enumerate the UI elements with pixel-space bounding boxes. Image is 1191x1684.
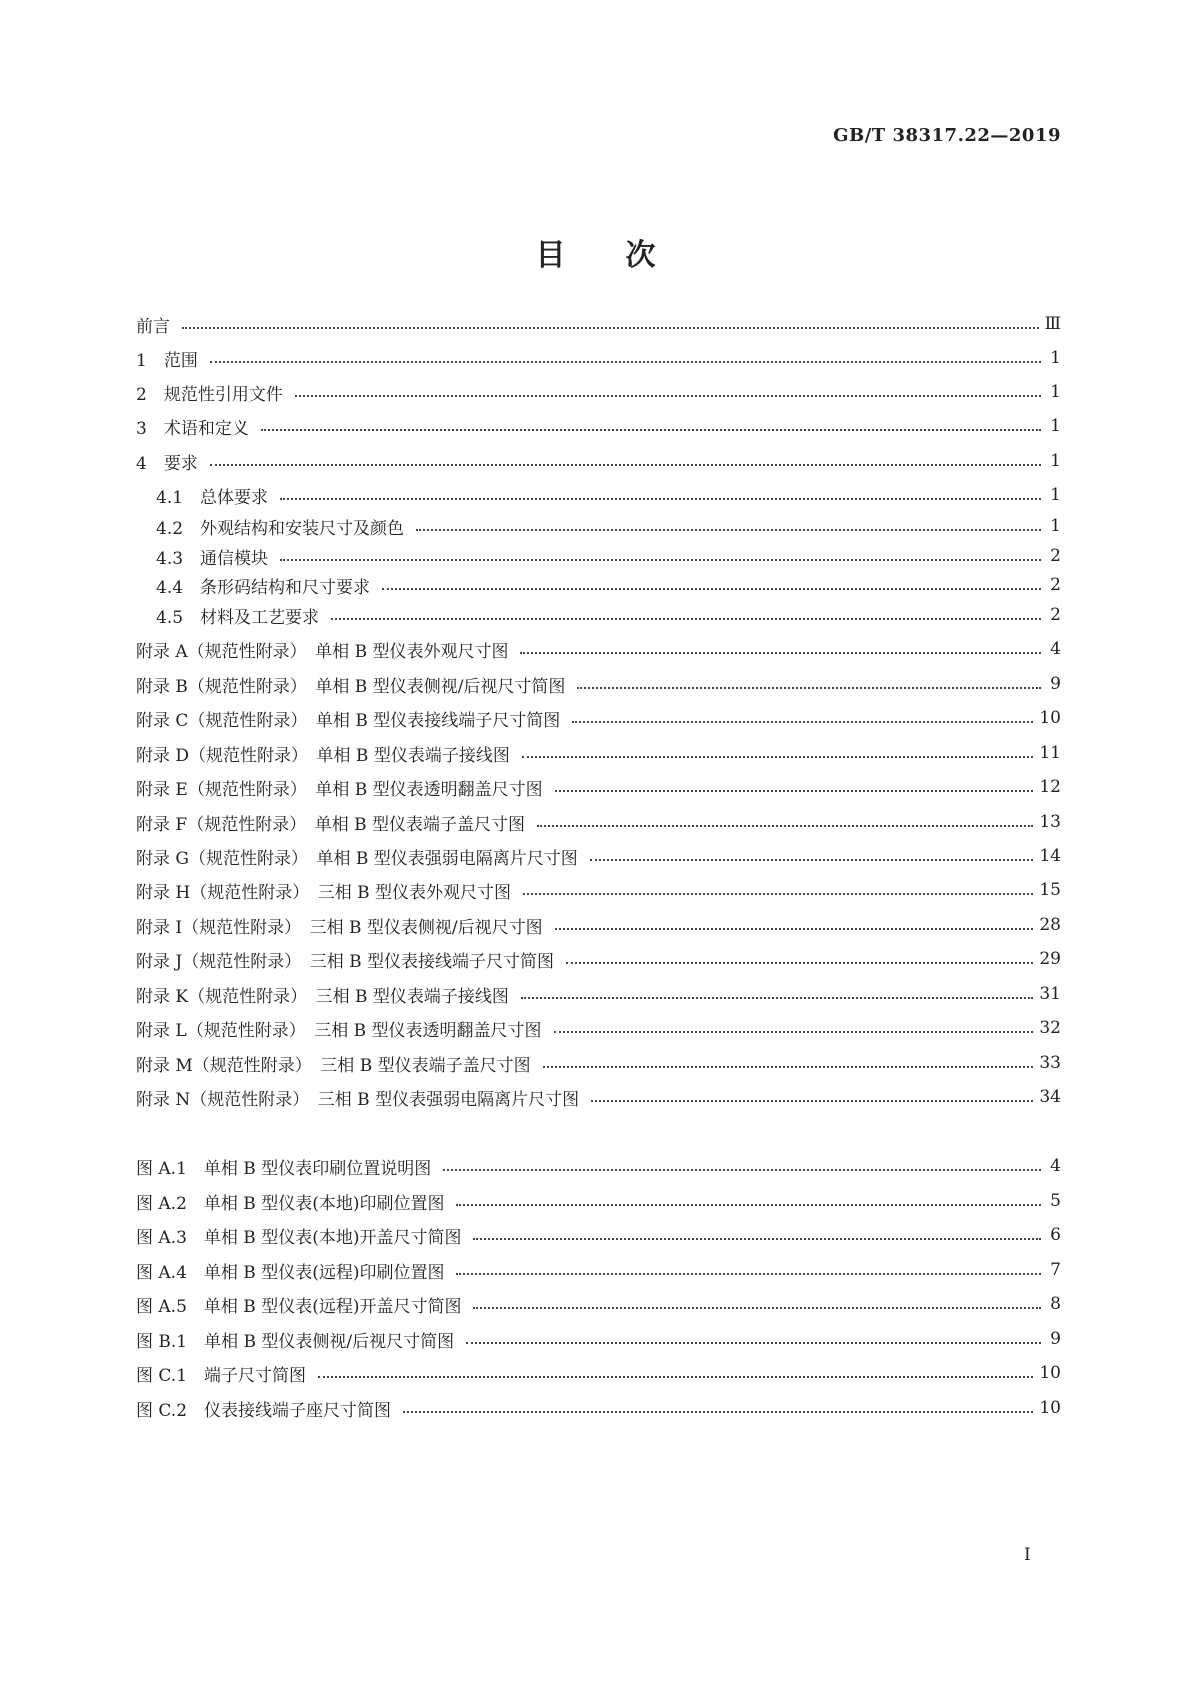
- dot-leader: [520, 652, 1041, 654]
- dot-leader: [554, 1031, 1034, 1033]
- dot-leader: [522, 756, 1034, 758]
- toc-entry-page: 1: [1050, 348, 1061, 368]
- dot-leader: [210, 464, 1041, 466]
- figure-entry-page: 8: [1050, 1294, 1061, 1314]
- toc-entry[interactable]: [136, 705, 1061, 731]
- figure-entry[interactable]: [136, 1222, 1061, 1248]
- toc-entry-page: 33: [1039, 1053, 1061, 1073]
- figure-entry-label: 图 A.5 单相 B 型仪表(远程)开盖尺寸简图: [136, 1296, 462, 1317]
- toc-entry[interactable]: [136, 636, 1061, 662]
- figure-entry-label: 图 A.1 单相 B 型仪表印刷位置说明图: [136, 1158, 432, 1179]
- toc-entry-page: 2: [1050, 575, 1061, 595]
- toc-entry-label: 4.2 外观结构和安装尺寸及颜色: [156, 518, 405, 539]
- toc-entry[interactable]: [136, 946, 1061, 972]
- toc-entry[interactable]: [136, 809, 1061, 835]
- dot-leader: [443, 1169, 1041, 1171]
- toc-entry[interactable]: [136, 843, 1061, 869]
- toc-entry-page: 1: [1050, 416, 1061, 436]
- toc-entry-page: 4: [1050, 639, 1061, 659]
- toc-entry[interactable]: [136, 671, 1061, 697]
- toc-entry-page: 28: [1039, 915, 1061, 935]
- toc-entry-page: 9: [1050, 674, 1061, 694]
- toc-entry[interactable]: [136, 448, 1061, 474]
- toc-entry-label: 4 要求: [136, 453, 198, 474]
- toc-entry[interactable]: [136, 602, 1061, 628]
- toc-entry[interactable]: [136, 1084, 1061, 1110]
- toc-entry[interactable]: [136, 482, 1061, 508]
- figure-entry-label: 图 C.2 仪表接线端子座尺寸简图: [136, 1400, 392, 1421]
- toc-entry-label: 附录 J（规范性附录） 三相 B 型仪表接线端子尺寸简图: [136, 951, 555, 972]
- toc-entry[interactable]: [136, 572, 1061, 598]
- toc-entry-label: 附录 C（规范性附录） 单相 B 型仪表接线端子尺寸简图: [136, 710, 561, 731]
- toc-entry-label: 2 规范性引用文件: [136, 384, 283, 405]
- toc-entry[interactable]: [136, 877, 1061, 903]
- dot-leader: [416, 529, 1041, 531]
- toc-entry-page: 2: [1050, 546, 1061, 566]
- dot-leader: [280, 498, 1041, 500]
- dot-leader: [591, 1100, 1033, 1102]
- toc-entry-label: 附录 G（规范性附录） 单相 B 型仪表强弱电隔离片尺寸图: [136, 848, 578, 869]
- toc-entry-page: 29: [1039, 949, 1061, 969]
- dot-leader: [382, 588, 1041, 590]
- toc-entry-label: 附录 F（规范性附录） 单相 B 型仪表端子盖尺寸图: [136, 814, 525, 835]
- toc-entry-label: 4.4 条形码结构和尺寸要求: [156, 577, 371, 598]
- dot-leader: [572, 721, 1033, 723]
- figure-entry[interactable]: [136, 1291, 1061, 1317]
- toc-entry-page: 1: [1050, 451, 1061, 471]
- toc-entry-label: 附录 E（规范性附录） 单相 B 型仪表透明翻盖尺寸图: [136, 779, 543, 800]
- page-number: I: [1024, 1545, 1031, 1565]
- dot-leader: [456, 1204, 1041, 1206]
- toc-entry-label: 附录 H（规范性附录） 三相 B 型仪表外观尺寸图: [136, 882, 512, 903]
- dot-leader: [403, 1411, 1033, 1413]
- figure-entry[interactable]: [136, 1257, 1061, 1283]
- dot-leader: [261, 429, 1041, 431]
- dot-leader: [210, 361, 1041, 363]
- toc-entry[interactable]: [136, 1050, 1061, 1076]
- dot-leader: [555, 790, 1034, 792]
- toc-entry-page: 32: [1039, 1018, 1061, 1038]
- dot-leader: [280, 559, 1041, 561]
- toc-entry[interactable]: [136, 543, 1061, 569]
- figure-entry-label: 图 A.4 单相 B 型仪表(远程)印刷位置图: [136, 1262, 445, 1283]
- toc-entry[interactable]: [136, 379, 1061, 405]
- dot-leader: [590, 859, 1034, 861]
- dot-leader: [577, 687, 1041, 689]
- toc-entry-label: 1 范围: [136, 350, 198, 371]
- figure-entry[interactable]: [136, 1326, 1061, 1352]
- toc-entry-page: 10: [1039, 708, 1061, 728]
- figure-entry-page: 10: [1039, 1363, 1061, 1383]
- toc-entry-page: 1: [1050, 382, 1061, 402]
- figure-entry[interactable]: [136, 1188, 1061, 1214]
- toc-entry[interactable]: [136, 1015, 1061, 1041]
- toc-entry[interactable]: [136, 345, 1061, 371]
- figure-entry-page: 7: [1050, 1260, 1061, 1280]
- toc-entry-label: 附录 A（规范性附录） 单相 B 型仪表外观尺寸图: [136, 641, 509, 662]
- document-number: GB/T 38317.22—2019: [833, 125, 1061, 146]
- toc-entry-label: 附录 I（规范性附录） 三相 B 型仪表侧视/后视尺寸图: [136, 917, 543, 938]
- figure-entry-page: 5: [1050, 1191, 1061, 1211]
- figure-entry-label: 图 C.1 端子尺寸简图: [136, 1365, 307, 1386]
- dot-leader: [523, 893, 1033, 895]
- dot-leader: [331, 618, 1041, 620]
- dot-leader: [182, 327, 1039, 329]
- toc-entry-label: 附录 D（规范性附录） 单相 B 型仪表端子接线图: [136, 745, 510, 766]
- toc-entry-label: 3 术语和定义: [136, 418, 249, 439]
- dot-leader: [473, 1307, 1041, 1309]
- toc-entry-label: 4.3 通信模块: [156, 548, 269, 569]
- toc-entry-page: 1: [1050, 485, 1061, 505]
- toc-entry-page: 13: [1039, 812, 1061, 832]
- toc-entry-label: 附录 B（规范性附录） 单相 B 型仪表侧视/后视尺寸简图: [136, 676, 566, 697]
- dot-leader: [473, 1238, 1041, 1240]
- toc-entry[interactable]: [136, 912, 1061, 938]
- figure-entry[interactable]: [136, 1153, 1061, 1179]
- figure-entry-label: 图 B.1 单相 B 型仪表侧视/后视尺寸简图: [136, 1331, 455, 1352]
- toc-entry-label: 附录 M（规范性附录） 三相 B 型仪表端子盖尺寸图: [136, 1055, 531, 1076]
- dot-leader: [555, 928, 1034, 930]
- toc-entry-page: Ⅲ: [1044, 314, 1061, 334]
- toc-entry-page: 11: [1039, 743, 1061, 763]
- figure-entry-page: 4: [1050, 1156, 1061, 1176]
- figure-entry-label: 图 A.3 单相 B 型仪表(本地)开盖尺寸简图: [136, 1227, 462, 1248]
- toc-entry[interactable]: [136, 311, 1061, 337]
- toc-entry[interactable]: [136, 981, 1061, 1007]
- toc-entry-label: 附录 N（规范性附录） 三相 B 型仪表强弱电隔离片尺寸图: [136, 1089, 580, 1110]
- toc-entry-label: 4.1 总体要求: [156, 487, 269, 508]
- dot-leader: [543, 1066, 1034, 1068]
- toc-entry-page: 31: [1039, 984, 1061, 1004]
- dot-leader: [466, 1342, 1041, 1344]
- toc-entry-page: 34: [1039, 1087, 1061, 1107]
- toc-entry-label: 4.5 材料及工艺要求: [156, 607, 320, 628]
- dot-leader: [456, 1273, 1041, 1275]
- figure-entry-page: 10: [1039, 1398, 1061, 1418]
- dot-leader: [318, 1376, 1033, 1378]
- toc-entry-label: 附录 L（规范性附录） 三相 B 型仪表透明翻盖尺寸图: [136, 1020, 542, 1041]
- toc-entry-label: 前言: [136, 316, 170, 337]
- toc-entry-page: 2: [1050, 605, 1061, 625]
- toc-entry[interactable]: [136, 740, 1061, 766]
- figure-entry-page: 9: [1050, 1329, 1061, 1349]
- figure-entry[interactable]: [136, 1360, 1061, 1386]
- figure-entry-page: 6: [1050, 1225, 1061, 1245]
- dot-leader: [537, 825, 1033, 827]
- toc-entry-page: 14: [1039, 846, 1061, 866]
- toc-entry[interactable]: [136, 413, 1061, 439]
- toc-entry-page: 1: [1050, 516, 1061, 536]
- toc-entry[interactable]: [136, 513, 1061, 539]
- dot-leader: [566, 962, 1033, 964]
- toc-entry[interactable]: [136, 774, 1061, 800]
- figure-entry-label: 图 A.2 单相 B 型仪表(本地)印刷位置图: [136, 1193, 445, 1214]
- dot-leader: [295, 395, 1041, 397]
- toc-entry-label: 附录 K（规范性附录） 三相 B 型仪表端子接线图: [136, 986, 509, 1007]
- page-title: 目 次: [535, 238, 656, 273]
- toc-entry-page: 12: [1039, 777, 1061, 797]
- dot-leader: [521, 997, 1033, 999]
- figure-entry[interactable]: [136, 1395, 1061, 1421]
- toc-entry-page: 15: [1039, 880, 1061, 900]
